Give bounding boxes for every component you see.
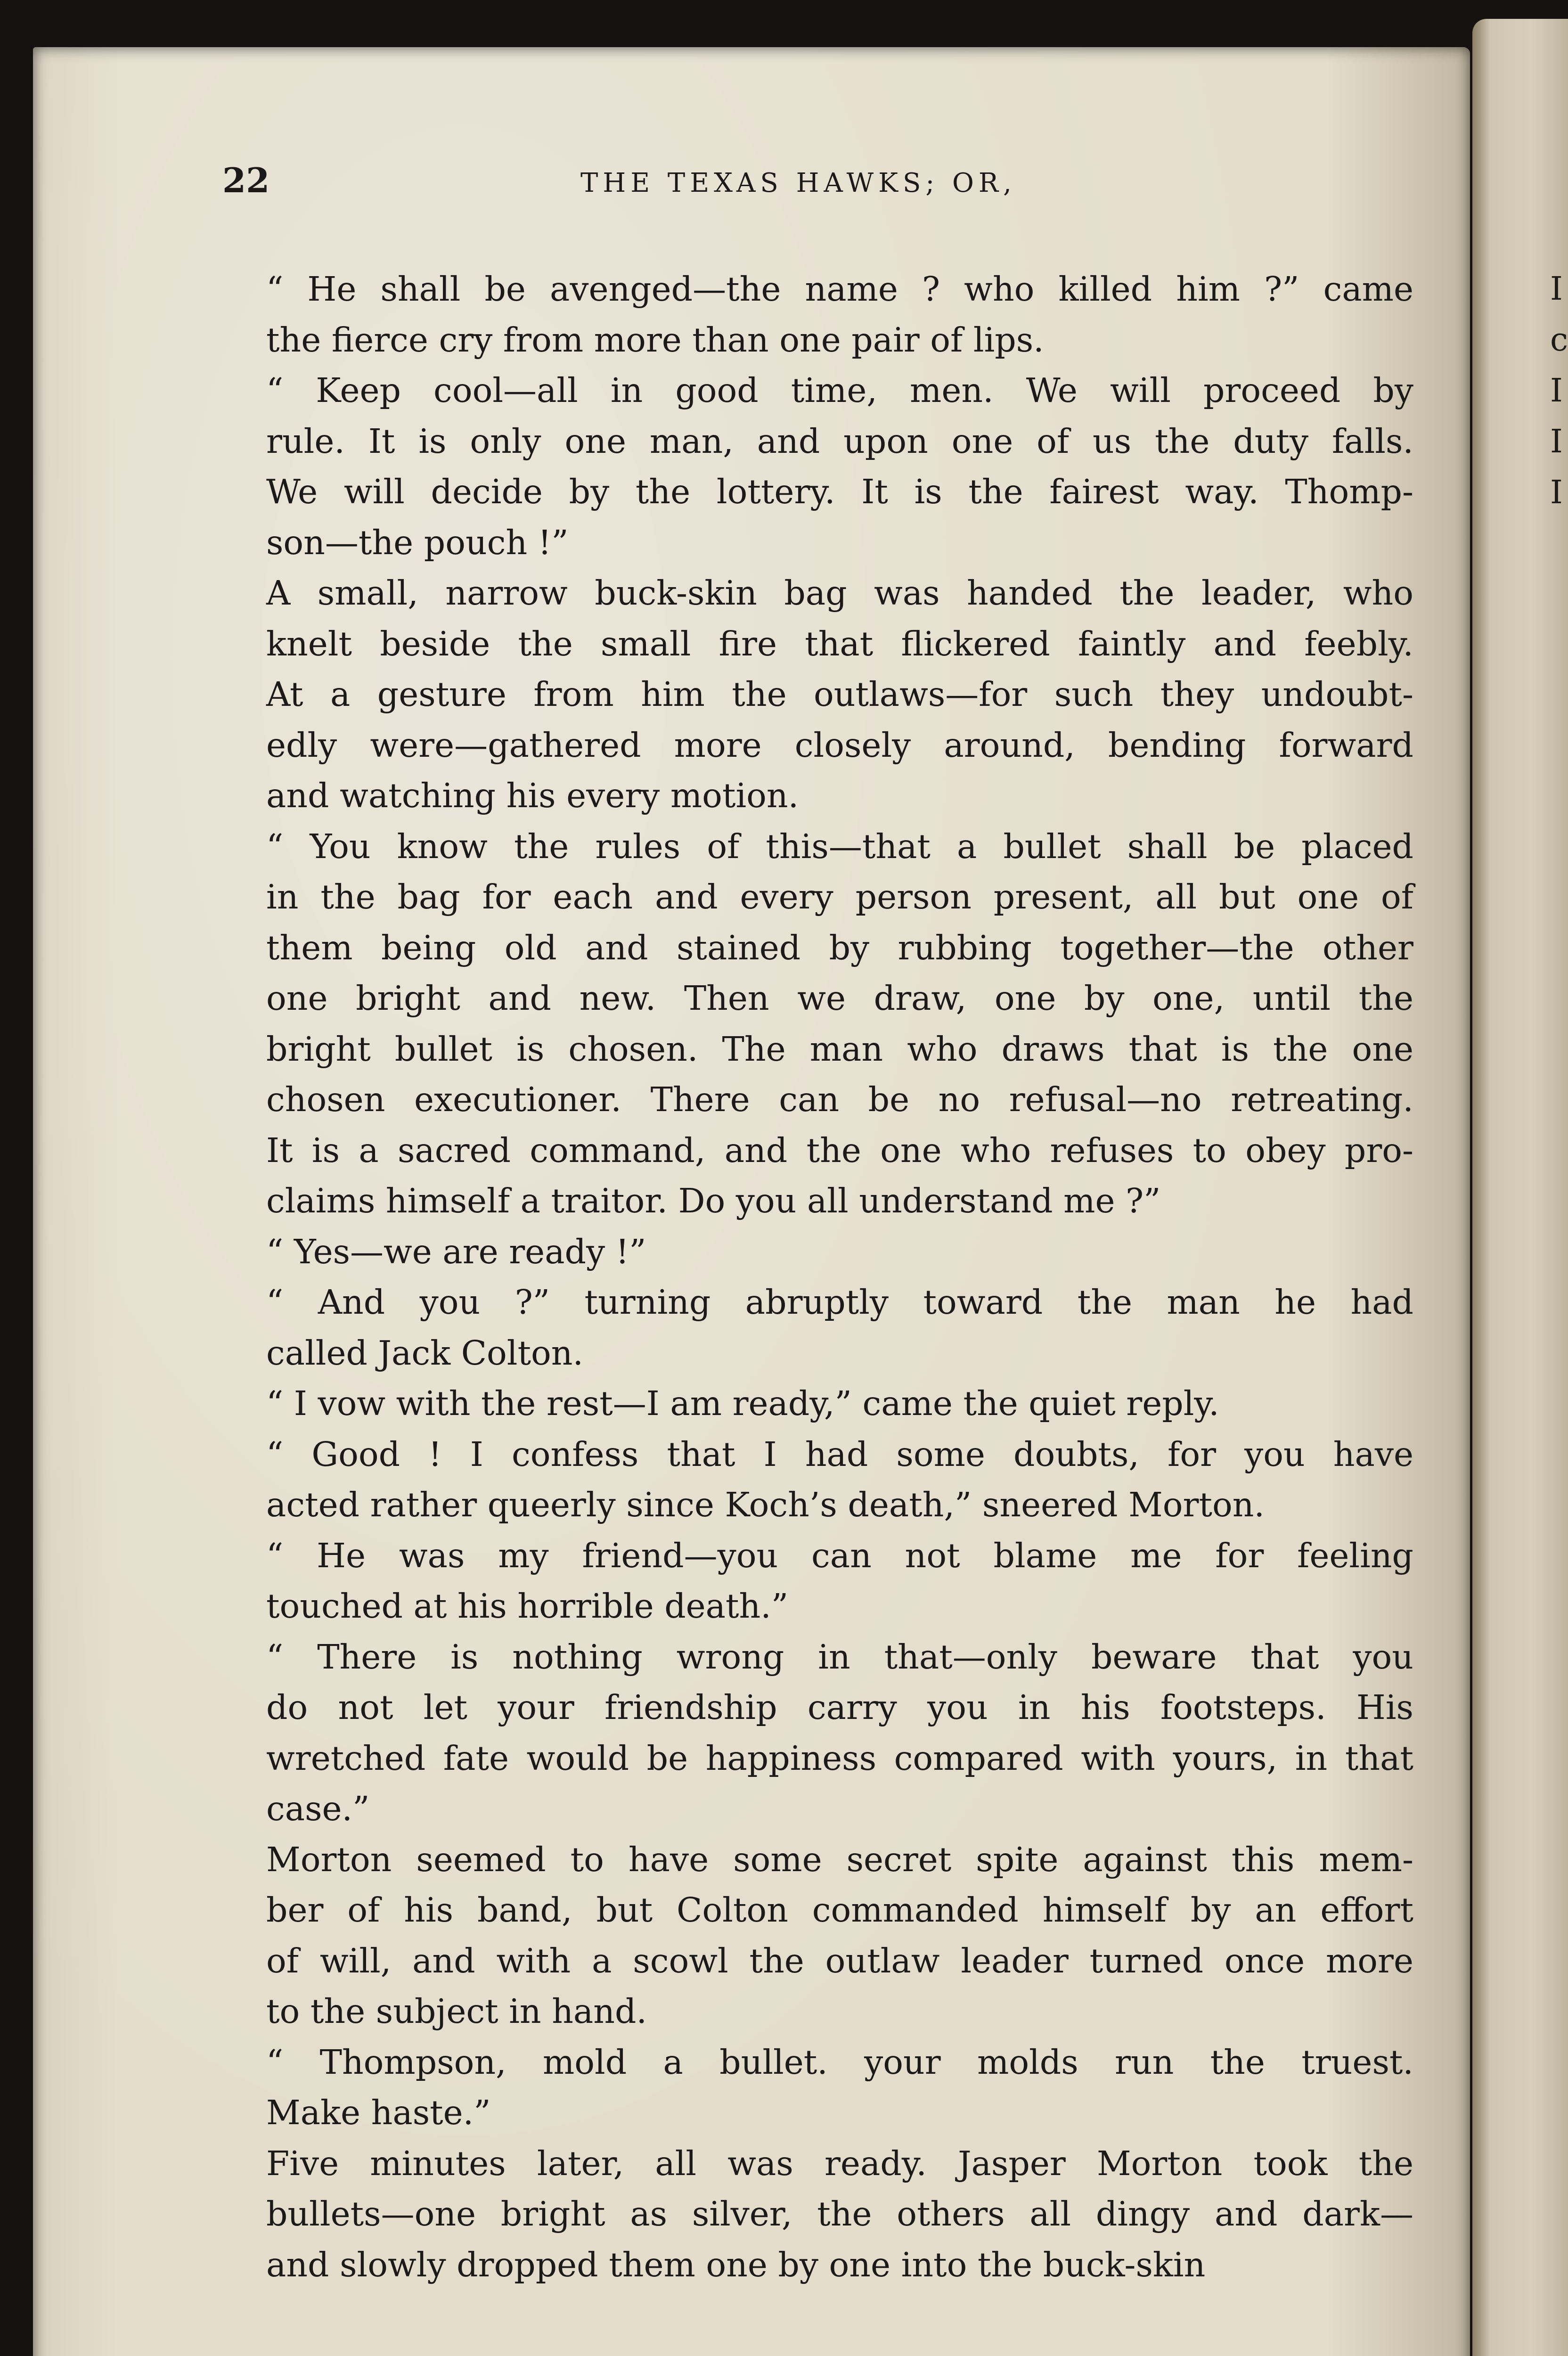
paragraph xyxy=(219,365,1413,568)
text-line: to the subject in hand. xyxy=(266,1992,647,2031)
running-head: THE TEXAS HAWKS; OR, xyxy=(580,168,1016,198)
text-line: and watching his every motion. xyxy=(266,776,799,815)
facing-letter: I xyxy=(1550,270,1563,308)
text-line: chosen executioner. There can be no refusal—no retreating. xyxy=(266,1080,1413,1119)
text-line: do not let your friendship carry you in his footsteps. His xyxy=(266,1688,1413,1727)
paragraph xyxy=(219,2138,1413,2291)
facing-letter: I xyxy=(1550,372,1563,409)
text-line: ber of his band, but Colton commanded himself by an effort xyxy=(266,1890,1413,1930)
paragraph xyxy=(219,821,1413,1227)
facing-letter: c xyxy=(1550,321,1568,359)
text-line: and slowly dropped them one by one into the buck-skin xyxy=(266,2245,1206,2284)
text-line: wretched fate would be happiness compared with yours, in that xyxy=(266,1738,1413,1778)
paragraph xyxy=(219,1227,1413,1277)
text-line: “ Good ! I confess that I had some doubts, for you have xyxy=(266,1434,1413,1474)
text-line: Five minutes later, all was ready. Jasper Morton took the xyxy=(266,2143,1413,2183)
paragraph xyxy=(219,2037,1413,2138)
paragraph xyxy=(219,1378,1413,1429)
text-line: Make haste.” xyxy=(266,2093,491,2132)
text-line: “ I vow with the rest—I am ready,” came the quiet reply. xyxy=(266,1384,1219,1423)
text-line: bullets—one bright as silver, the others all dingy and dark— xyxy=(266,2194,1413,2233)
text-line: “ There is nothing wrong in that—only beware that you xyxy=(266,1637,1413,1677)
text-line: of will, and with a scowl the outlaw leader turned once more xyxy=(266,1941,1413,1980)
text-line: “ He was my friend—you can not blame me for feeling xyxy=(266,1536,1413,1575)
text-line: knelt beside the small fire that flickered faintly and feebly. xyxy=(266,624,1413,663)
text-line: touched at his horrible death.” xyxy=(266,1587,789,1626)
text-line: claims himself a traitor. Do you all understand me ?” xyxy=(266,1181,1161,1220)
text-line: them being old and stained by rubbing together—the other xyxy=(266,928,1413,967)
paragraph xyxy=(219,1429,1413,1530)
facing-letter: I xyxy=(1550,423,1563,460)
text-line: It is a sacred command, and the one who refuses to obey pro- xyxy=(266,1130,1413,1170)
text-line: Morton seemed to have some secret spite against this mem- xyxy=(266,1840,1413,1879)
text-line: case.” xyxy=(266,1789,370,1828)
text-line: “ He shall be avenged—the name ? who killed him ?” came xyxy=(266,270,1413,309)
text-line: We will decide by the lottery. It is the fairest way. Thomp- xyxy=(266,472,1413,511)
text-line: rule. It is only one man, and upon one of us the duty falls. xyxy=(266,421,1413,461)
text-line: acted rather queerly since Koch’s death,” sneered Morton. xyxy=(266,1485,1265,1524)
page-number: 22 xyxy=(222,160,270,200)
paragraph xyxy=(219,264,1413,365)
page-header xyxy=(222,155,1410,212)
text-line: “ You know the rules of this—that a bullet shall be placed xyxy=(266,826,1413,866)
paragraph xyxy=(219,1834,1413,2037)
paragraph xyxy=(219,1530,1413,1632)
text-line: “ Yes—we are ready !” xyxy=(266,1232,646,1271)
text-line: “ Thompson, mold a bullet. your molds run the truest. xyxy=(266,2042,1413,2082)
text-line: one bright and new. Then we draw, one by one, until the xyxy=(266,979,1413,1018)
text-line: in the bag for each and every person present, all but one of xyxy=(266,877,1413,916)
text-line: edly were—gathered more closely around, bending forward xyxy=(266,725,1413,765)
paragraph xyxy=(219,1632,1413,1834)
text-line: “ And you ?” turning abruptly toward the man he had xyxy=(266,1283,1413,1322)
body-text xyxy=(219,264,1413,2290)
text-line: At a gesture from him the outlaws—for such they undoubt- xyxy=(266,675,1413,714)
paragraph xyxy=(219,568,1413,821)
text-line: A small, narrow buck-skin bag was handed the leader, who xyxy=(266,573,1413,613)
facing-letter: I xyxy=(1550,474,1563,511)
paragraph xyxy=(219,1277,1413,1378)
text-line: son—the pouch !” xyxy=(266,523,569,562)
text-line: “ Keep cool—all in good time, men. We will proceed by xyxy=(266,371,1413,410)
text-line: called Jack Colton. xyxy=(266,1333,584,1373)
text-line: the fierce cry from more than one pair of lips. xyxy=(266,320,1044,360)
facing-page-letters xyxy=(1550,264,1568,518)
text-line: bright bullet is chosen. The man who draws that is the one xyxy=(266,1029,1413,1069)
